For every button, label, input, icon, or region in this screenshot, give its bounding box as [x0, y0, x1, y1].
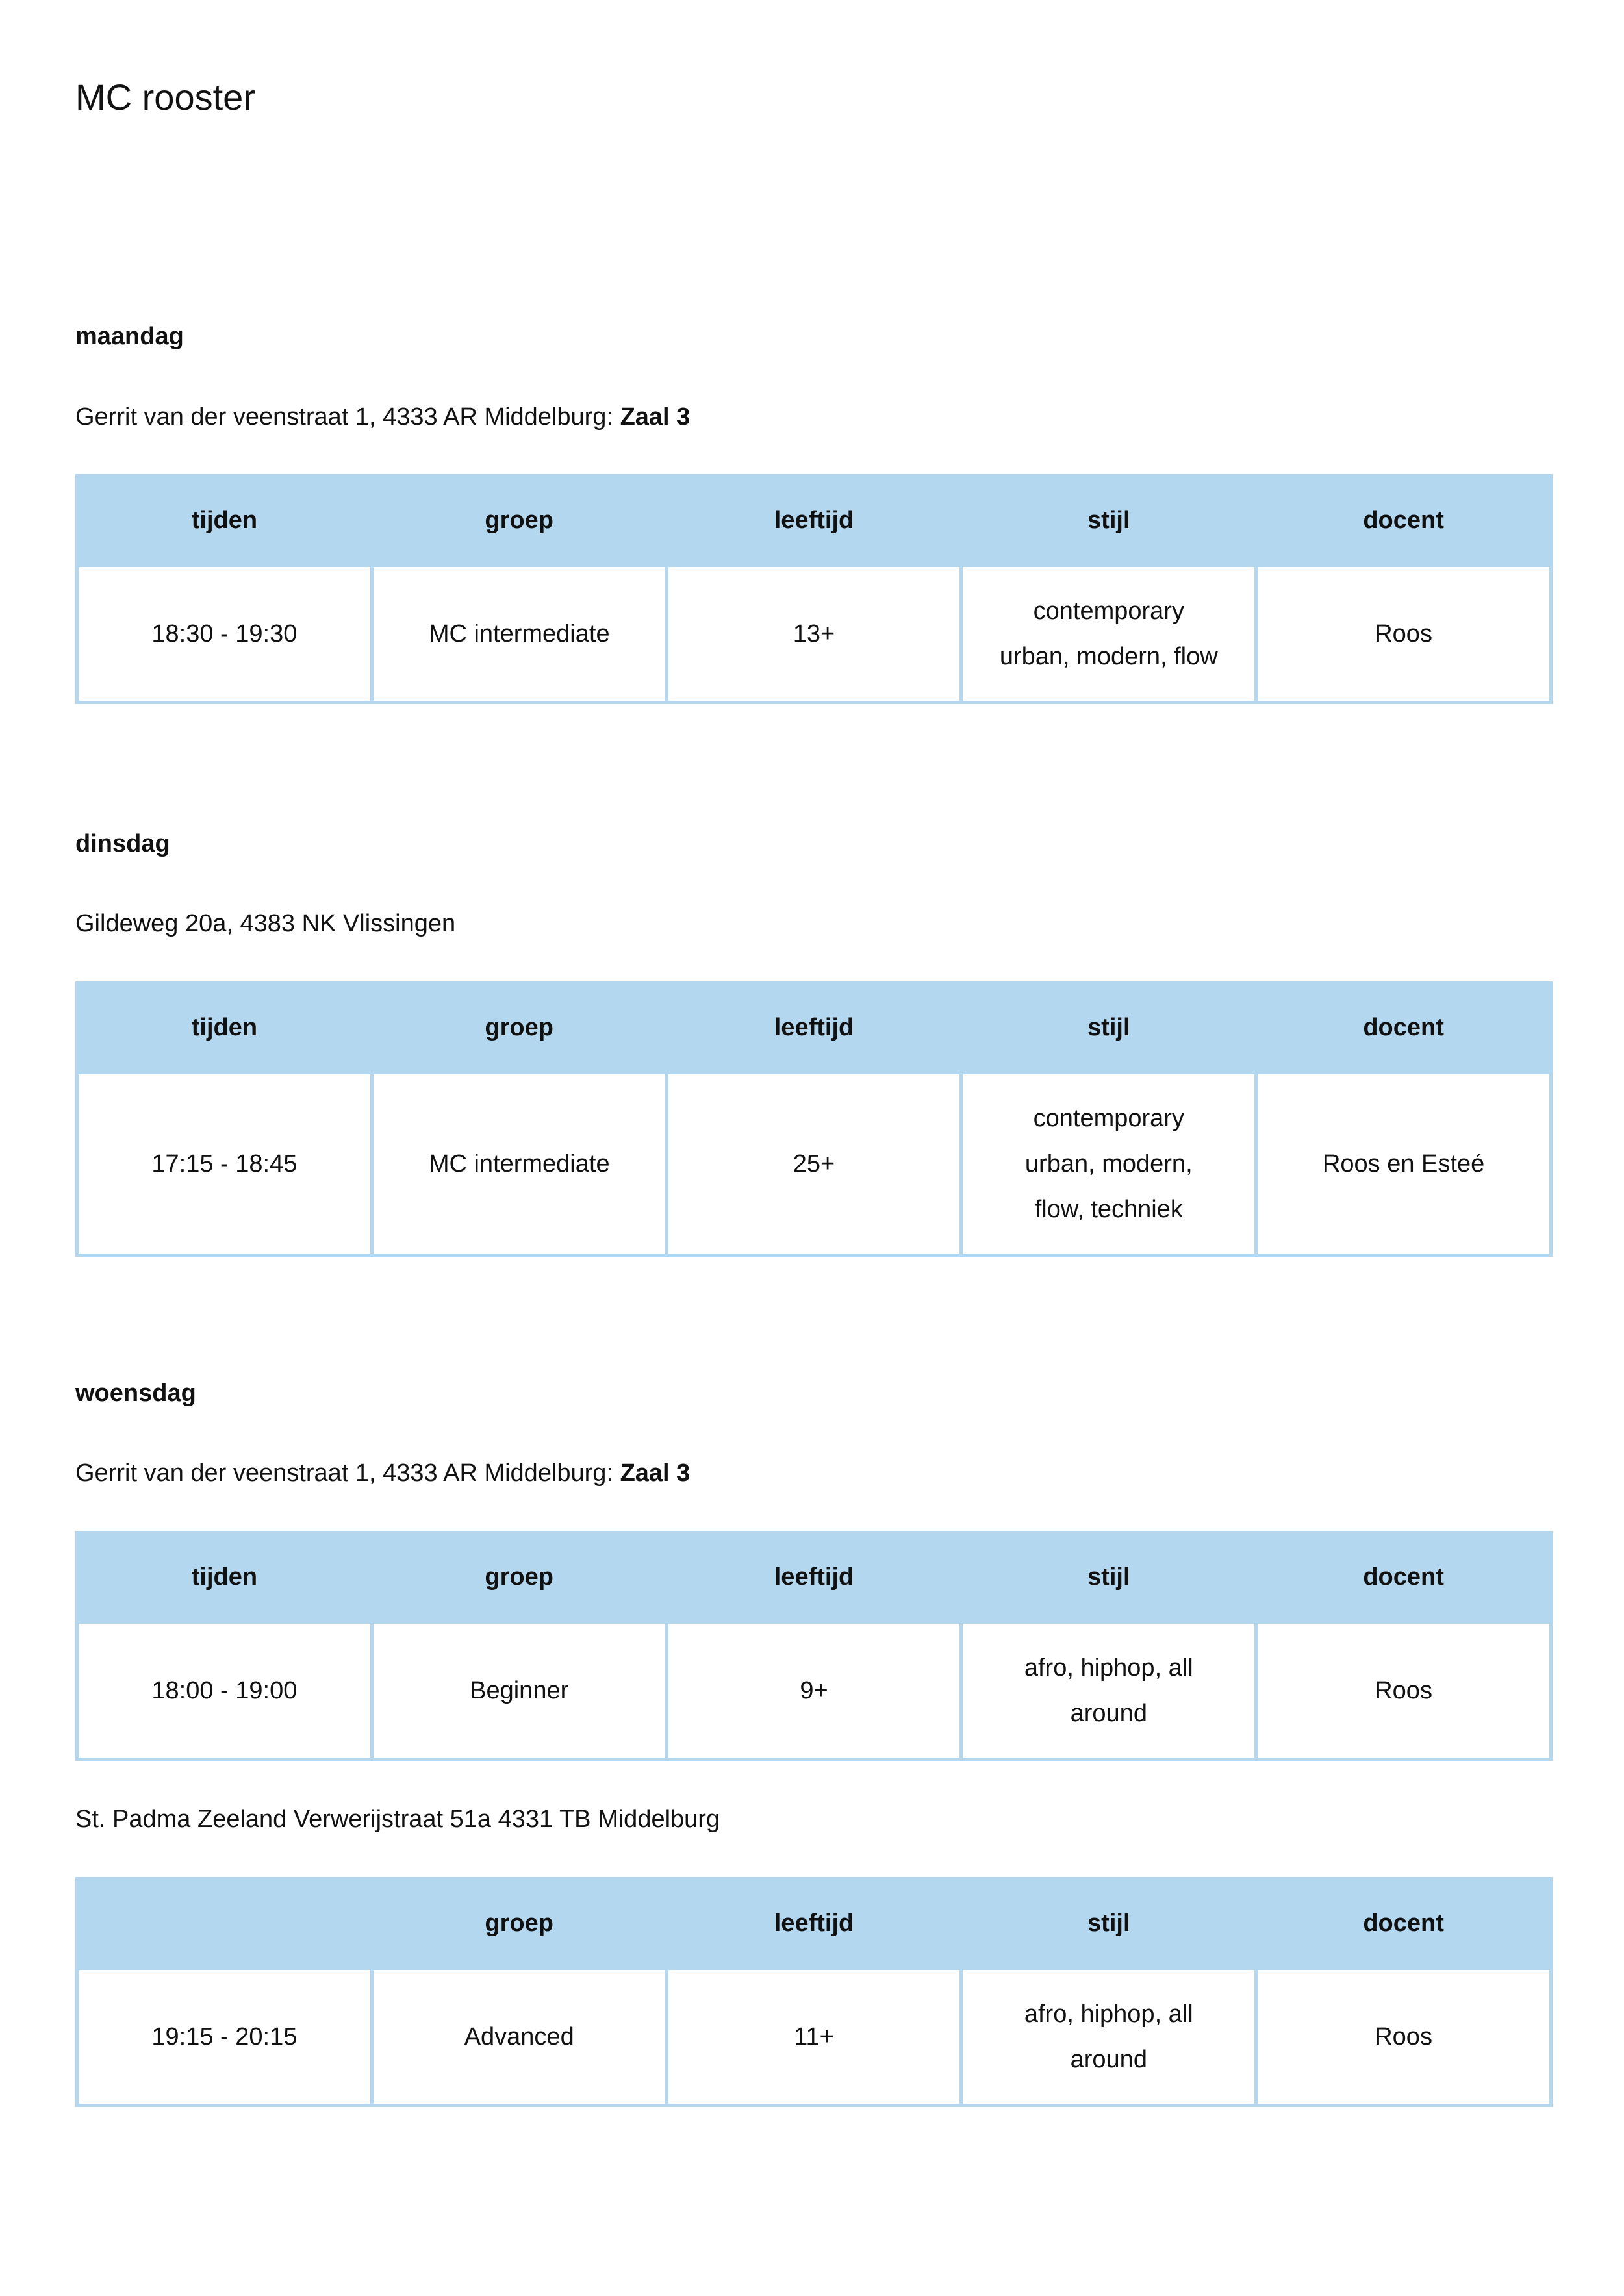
- header-groep: groep: [372, 1533, 666, 1622]
- location-address: [75, 401, 690, 433]
- location-address: [75, 1457, 690, 1489]
- cell-docent: Roos: [1256, 566, 1551, 703]
- cell-groep: Beginner: [372, 1622, 666, 1760]
- table-header-row: [77, 983, 1551, 1073]
- cell-stijl: [961, 1073, 1256, 1255]
- stijl-line: flow, techniek: [1034, 1196, 1183, 1223]
- header-tijden: tijden: [77, 1533, 372, 1622]
- header-leeftijd: leeftijd: [666, 1533, 961, 1622]
- stijl-line: contemporary: [1033, 598, 1184, 625]
- header-docent: docent: [1256, 1879, 1551, 1969]
- header-docent: docent: [1256, 476, 1551, 566]
- address-text: Gerrit van der veenstraat 1, 4333 AR Middelburg:: [75, 403, 620, 431]
- table-header-row: [77, 476, 1551, 566]
- header-stijl: stijl: [961, 476, 1256, 566]
- cell-tijden: 18:30 - 19:30: [77, 566, 372, 703]
- cell-leeftijd: 11+: [666, 1969, 961, 2106]
- header-stijl: stijl: [961, 1533, 1256, 1622]
- cell-tijden: 18:00 - 19:00: [77, 1622, 372, 1760]
- cell-docent: Roos en Esteé: [1256, 1073, 1551, 1255]
- cell-groep: MC intermediate: [372, 1073, 666, 1255]
- header-empty: [77, 1879, 372, 1969]
- room-label: Zaal 3: [620, 1459, 691, 1487]
- day-heading-dinsdag: dinsdag: [75, 830, 170, 857]
- header-groep: groep: [372, 983, 666, 1073]
- location-address: [75, 907, 455, 940]
- table-row: [77, 1622, 1551, 1760]
- table-row: [77, 1969, 1551, 2106]
- table-row: [77, 566, 1551, 703]
- header-groep: groep: [372, 1879, 666, 1969]
- cell-tijden: 17:15 - 18:45: [77, 1073, 372, 1255]
- stijl-line: urban, modern, flow: [999, 643, 1218, 670]
- header-tijden: tijden: [77, 476, 372, 566]
- header-docent: docent: [1256, 1533, 1551, 1622]
- day-heading-woensdag: woensdag: [75, 1380, 196, 1407]
- table-header-row: [77, 1879, 1551, 1969]
- cell-docent: Roos: [1256, 1622, 1551, 1760]
- location-address: [75, 1803, 720, 1836]
- stijl-line: afro, hiphop, all: [1024, 1654, 1193, 1682]
- schedule-table-woensdag-1: [75, 1531, 1553, 1761]
- cell-stijl: [961, 1969, 1256, 2106]
- address-text: Gildeweg 20a, 4383 NK Vlissingen: [75, 910, 456, 937]
- address-text: St. Padma Zeeland Verwerijstraat 51a 4331 TB Middelburg: [75, 1806, 720, 1833]
- stijl-line: around: [1070, 2046, 1147, 2073]
- cell-stijl: [961, 566, 1256, 703]
- stijl-line: urban, modern,: [1024, 1150, 1193, 1178]
- cell-leeftijd: 9+: [666, 1622, 961, 1760]
- address-text: Gerrit van der veenstraat 1, 4333 AR Middelburg:: [75, 1459, 620, 1487]
- schedule-table-woensdag-2: [75, 1877, 1553, 2107]
- stijl-line: contemporary: [1033, 1105, 1184, 1132]
- day-heading-maandag: maandag: [75, 323, 184, 350]
- table-row: [77, 1073, 1551, 1255]
- table-header-row: [77, 1533, 1551, 1622]
- cell-docent: Roos: [1256, 1969, 1551, 2106]
- room-label: Zaal 3: [620, 403, 691, 431]
- header-leeftijd: leeftijd: [666, 1879, 961, 1969]
- page-title: MC rooster: [75, 77, 255, 118]
- cell-groep: MC intermediate: [372, 566, 666, 703]
- header-leeftijd: leeftijd: [666, 983, 961, 1073]
- stijl-line: around: [1070, 1700, 1147, 1727]
- schedule-table-dinsdag: [75, 981, 1553, 1257]
- stijl-line: afro, hiphop, all: [1024, 2000, 1193, 2028]
- cell-tijden: 19:15 - 20:15: [77, 1969, 372, 2106]
- schedule-table-maandag: [75, 474, 1553, 704]
- header-stijl: stijl: [961, 983, 1256, 1073]
- cell-leeftijd: 25+: [666, 1073, 961, 1255]
- header-leeftijd: leeftijd: [666, 476, 961, 566]
- cell-leeftijd: 13+: [666, 566, 961, 703]
- header-docent: docent: [1256, 983, 1551, 1073]
- header-tijden: tijden: [77, 983, 372, 1073]
- header-groep: groep: [372, 476, 666, 566]
- header-stijl: stijl: [961, 1879, 1256, 1969]
- cell-stijl: [961, 1622, 1256, 1760]
- cell-groep: Advanced: [372, 1969, 666, 2106]
